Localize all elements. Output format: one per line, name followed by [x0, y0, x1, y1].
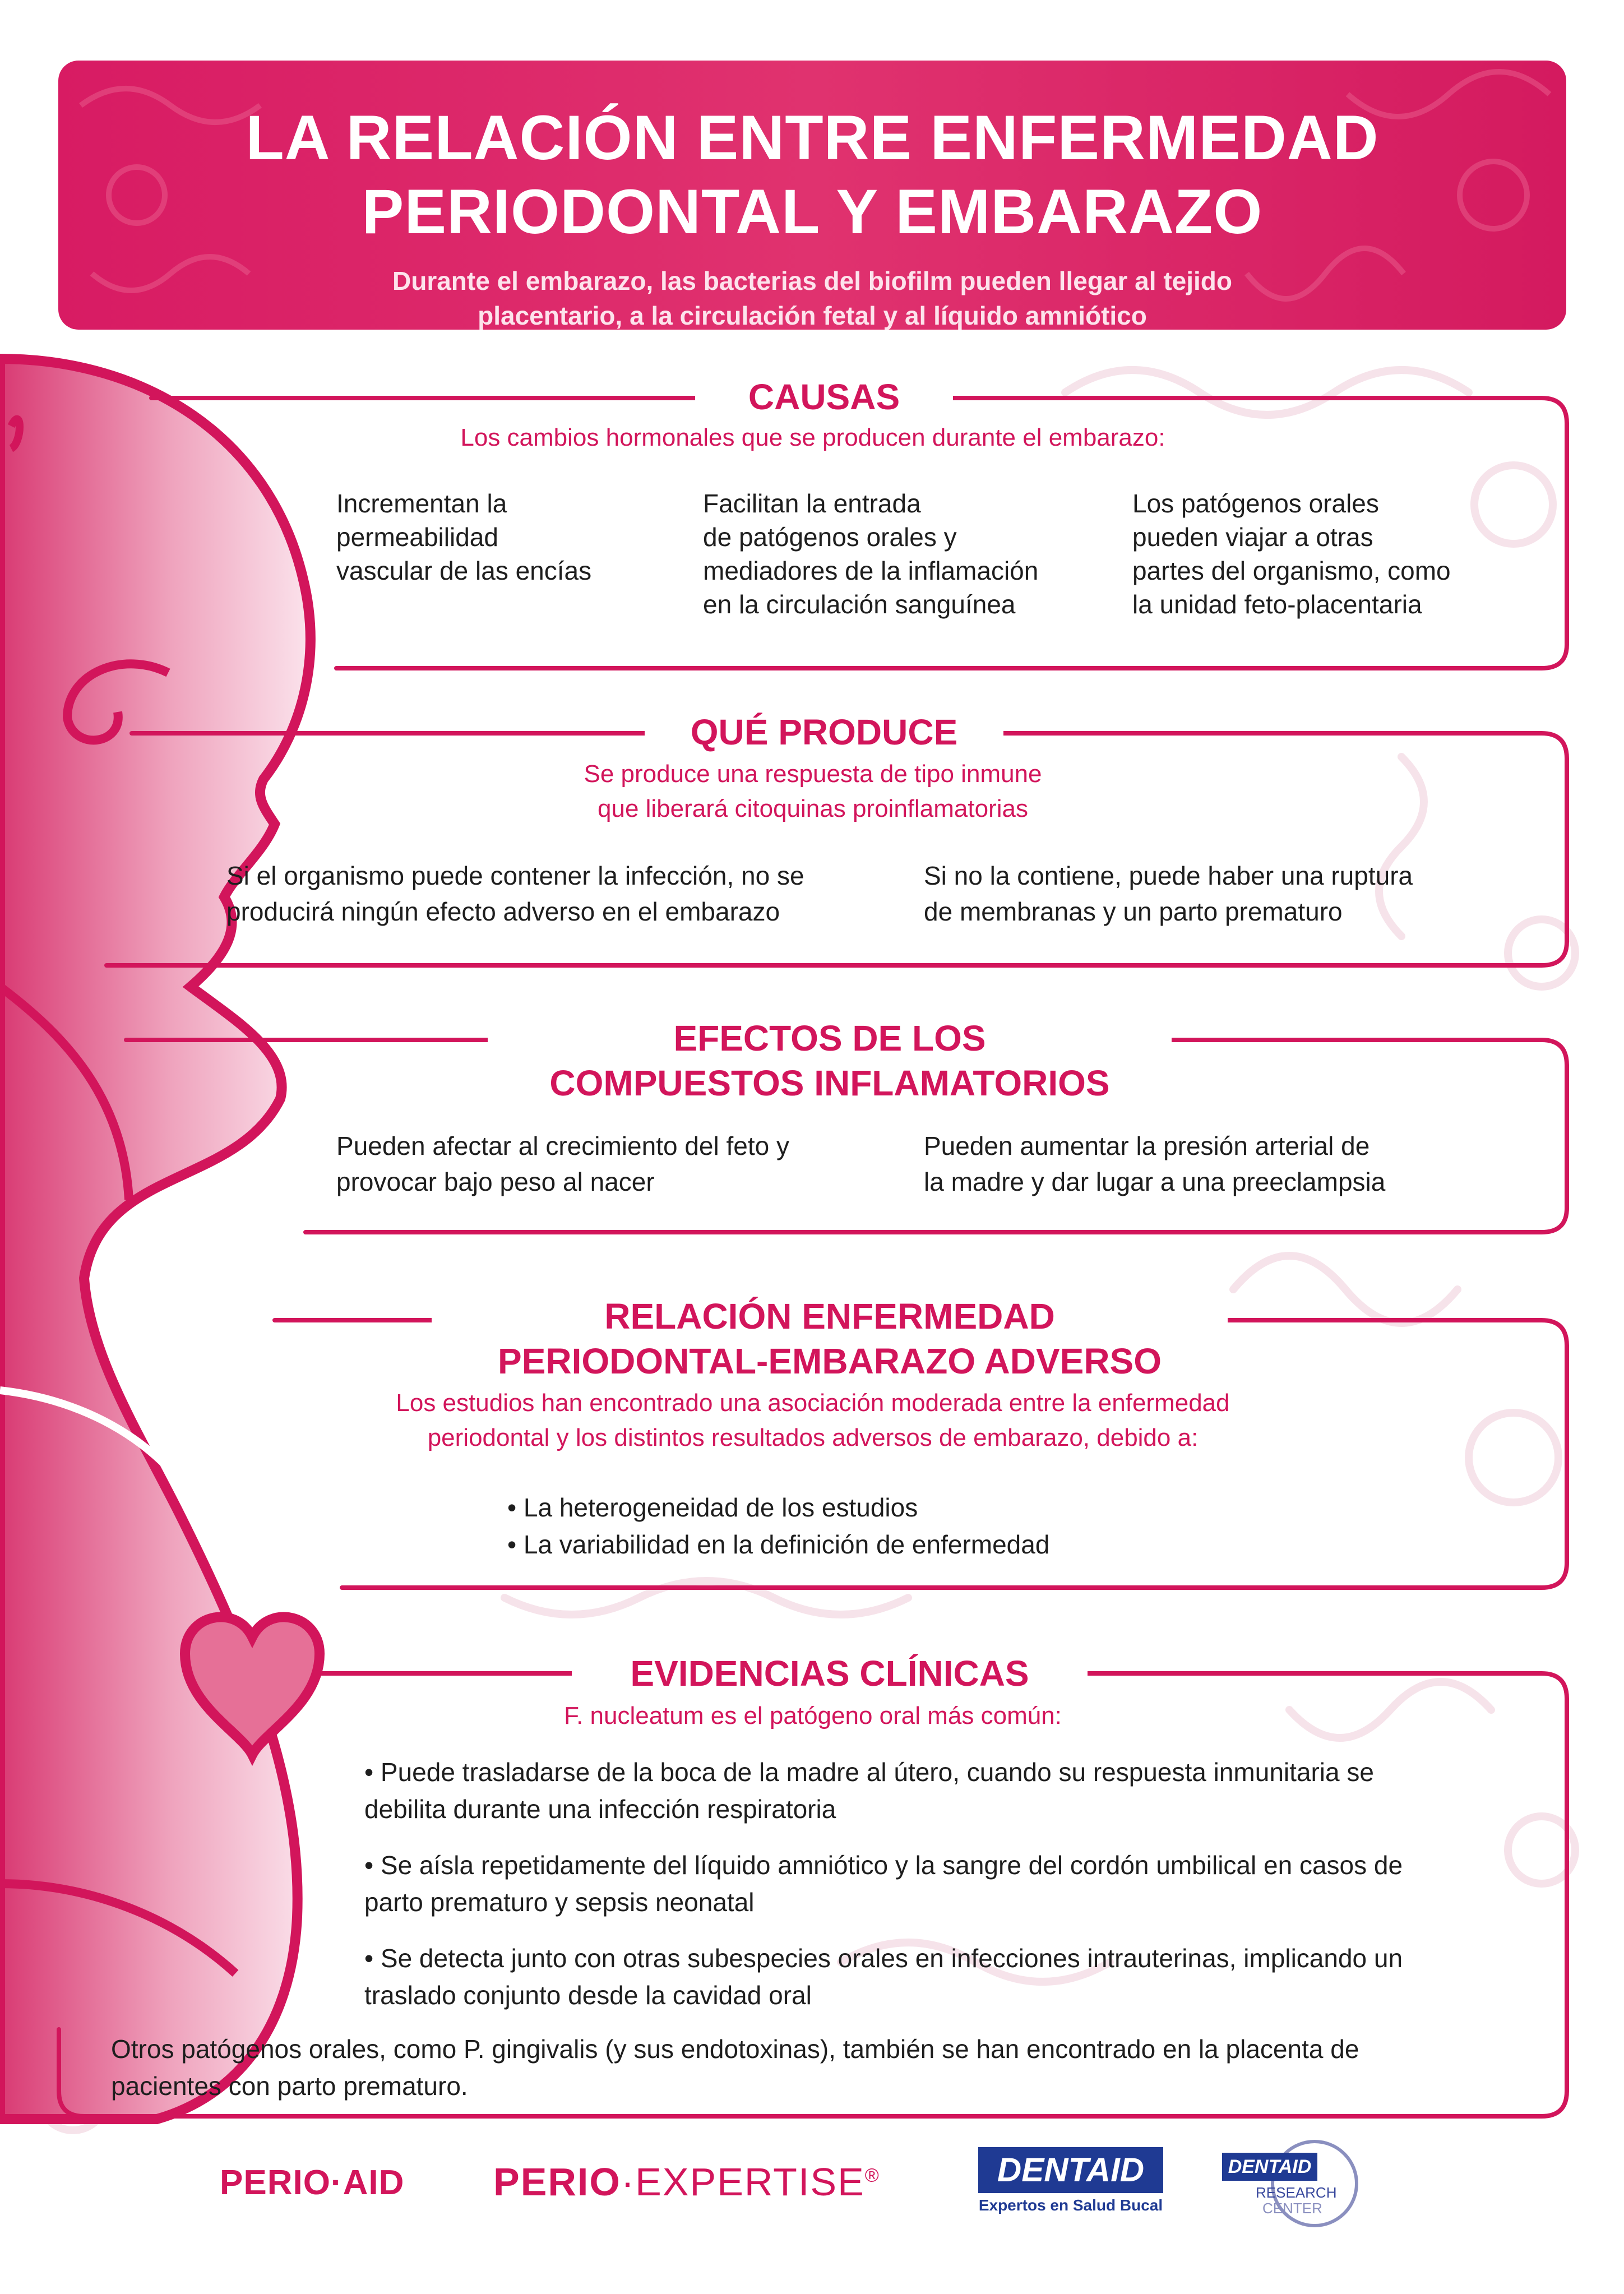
list-item	[364, 1754, 1547, 1828]
list-item: • La variabilidad en la definición de enfermedad	[507, 1530, 1050, 1559]
text-line: vascular de las encías	[336, 556, 592, 585]
title-line: PERIODONTAL-EMBARAZO ADVERSO	[498, 1341, 1162, 1381]
registered-mark: ®	[864, 2164, 880, 2186]
text-line: provocar bajo peso al nacer	[336, 1167, 655, 1196]
text-line: en la circulación sanguínea	[703, 590, 1016, 619]
text-line: Incrementan la	[336, 489, 507, 518]
efectos-col-1	[336, 1128, 897, 1200]
logo-text: PERIO	[493, 2160, 621, 2204]
text-line: la unidad feto-placentaria	[1132, 590, 1422, 619]
produce-lead	[471, 757, 1155, 826]
produce-title: QUÉ PRODUCE	[645, 710, 1003, 755]
logo-text: RESEARCH	[1256, 2184, 1337, 2201]
text-line: Pueden aumentar la presión arterial de	[924, 1131, 1370, 1160]
dentaid-logo	[978, 2147, 1163, 2214]
text-line: Otros patógenos orales, como P. gingivalis (y sus endotoxinas), también se han encontrado en la placenta de	[111, 2034, 1359, 2064]
text-line: pueden viajar a otras	[1132, 522, 1373, 552]
produce-col-2	[924, 858, 1540, 929]
text-line: la madre y dar lugar a una preeclampsia	[924, 1167, 1386, 1196]
text-line: Los patógenos orales	[1132, 489, 1379, 518]
subtitle-line-1: Durante el embarazo, las bacterias del biofilm pueden llegar al tejido	[392, 266, 1232, 295]
logo-text: ·EXPERTISE	[621, 2160, 865, 2204]
causas-title: CAUSAS	[695, 374, 953, 419]
list-item	[364, 1847, 1547, 1921]
evidencias-bullets	[364, 1754, 1547, 2033]
title-line: COMPUESTOS INFLAMATORIOS	[549, 1063, 1110, 1103]
efectos-title	[488, 1016, 1172, 1106]
text-line: de patógenos orales y	[703, 522, 957, 552]
header-banner	[58, 61, 1566, 330]
text-line: traslado conjunto desde la cavidad oral	[364, 1981, 812, 2010]
text-line: • Puede trasladarse de la boca de la madre al útero, cuando su respuesta inmunitaria se	[364, 1757, 1374, 1787]
title-line-1: LA RELACIÓN ENTRE ENFERMEDAD	[246, 103, 1379, 173]
relacion-bullets	[507, 1489, 1236, 1563]
produce-col-1	[226, 858, 877, 929]
text-line: pacientes con parto prematuro.	[111, 2071, 468, 2101]
causas-col-2	[703, 487, 1107, 621]
logo-text: CENTER	[1262, 2200, 1322, 2217]
page-subtitle	[280, 263, 1345, 330]
text-line: parto prematuro y sepsis neonatal	[364, 1888, 755, 1917]
evidencias-title: EVIDENCIAS CLÍNICAS	[572, 1651, 1088, 1696]
title-line: EFECTOS DE LOS	[673, 1018, 986, 1058]
page-title	[58, 101, 1566, 249]
text-line: Si no la contiene, puede haber una ruptura	[924, 861, 1413, 890]
text-line: • Se detecta junto con otras subespecies orales en infecciones intrauterinas, implicando un	[364, 1944, 1403, 1973]
logo-text: DENTAID	[1222, 2153, 1317, 2181]
efectos-col-2	[924, 1128, 1540, 1200]
dentaid-research-center-logo	[1222, 2130, 1368, 2231]
perio-aid-logo: PERIO·AID	[220, 2163, 405, 2202]
perio-expertise-logo	[493, 2159, 880, 2204]
evidencias-lead: F. nucleatum es el patógeno oral más común:	[564, 1702, 1062, 1729]
title-line: RELACIÓN ENFERMEDAD	[604, 1296, 1055, 1336]
text-line: partes del organismo, como	[1132, 556, 1451, 585]
text-line: Si el organismo puede contener la infección, no se	[226, 861, 804, 890]
text-line: mediadores de la inflamación	[703, 556, 1039, 585]
causas-col-3	[1132, 487, 1536, 621]
text-line: permeabilidad	[336, 522, 498, 552]
text-line: debilita durante una infección respiratoria	[364, 1794, 836, 1824]
text-line: producirá ningún efecto adverso en el embarazo	[226, 897, 780, 926]
evidencias-footnote	[111, 2031, 1546, 2105]
relacion-lead	[303, 1386, 1323, 1455]
text-line: Facilitan la entrada	[703, 489, 921, 518]
logo-text: DENTAID	[978, 2147, 1163, 2193]
causas-lead: Los cambios hormonales que se producen durante el embarazo:	[460, 424, 1165, 451]
list-item: • La heterogeneidad de los estudios	[507, 1493, 918, 1522]
causas-col-1	[336, 487, 650, 588]
logo-tagline: Expertos en Salud Bucal	[978, 2196, 1163, 2214]
relacion-title	[432, 1294, 1228, 1384]
list-item	[364, 1940, 1547, 2014]
text-line: Se produce una respuesta de tipo inmune	[584, 760, 1042, 788]
subtitle-line-2: placentario, a la circulación fetal y al líquido amniótico	[478, 301, 1147, 330]
text-line: • Se aísla repetidamente del líquido amniótico y la sangre del cordón umbilical en casos de	[364, 1851, 1403, 1880]
text-line: que liberará citoquinas proinflamatorias	[598, 795, 1028, 822]
text-line: Los estudios han encontrado una asociación moderada entre la enfermedad	[396, 1389, 1230, 1417]
text-line: de membranas y un parto prematuro	[924, 897, 1343, 926]
text-line: periodontal y los distintos resultados adversos de embarazo, debido a:	[427, 1424, 1199, 1451]
title-line-2: PERIODONTAL Y EMBARAZO	[362, 177, 1263, 247]
text-line: Pueden afectar al crecimiento del feto y	[336, 1131, 790, 1160]
